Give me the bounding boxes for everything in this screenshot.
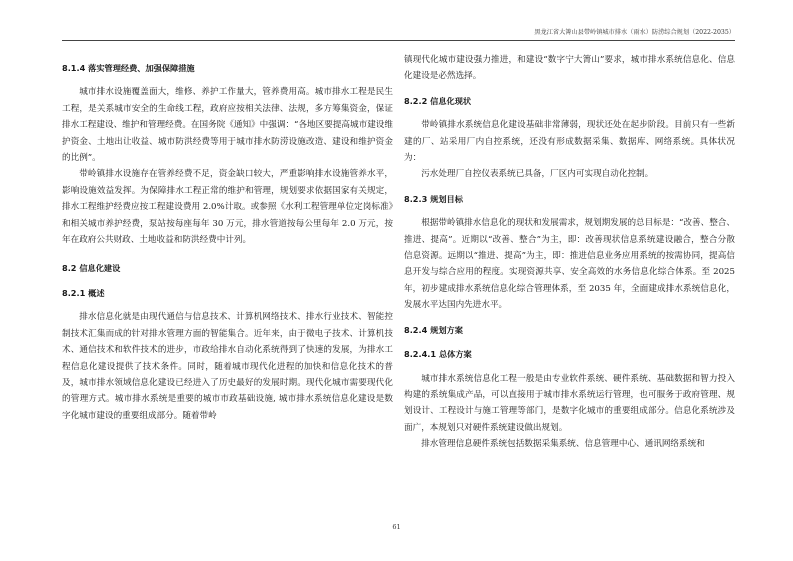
paragraph-goals: 根据带岭镇排水信息化的现状和发展需求，规划期发展的总目标是：“改善、整合、推进、提高”。近期以“改善、整合”为主，即：改善现状信息系统建设融合，整合分散信息资源。远期以“推进、提高”为主，即：推进信息业务应用系统的按需协同，提高信息开发与综合应用的程度。实现资源共享、安全高效的水务信息化综合体系。至 2025 年，初步建成排水系统信息化综合管理体系，至 2035 年，全面建成排水系统信息化，发展水平达国内先进水平。 bbox=[404, 218, 735, 311]
heading-8-2: 8.2 信息化建设 bbox=[62, 263, 121, 274]
heading-8-2-1: 8.2.1 概述 bbox=[62, 287, 105, 298]
paragraph-overview-continued: 镇现代化城市建设强力推进，和建设“数字宁大箐山”要求，城市排水系统信息化、信息化建设是必然选择。 bbox=[404, 55, 735, 82]
header-rule bbox=[62, 40, 735, 41]
paragraph-funding: 城市排水设施覆盖面大，维修、养护工作量大，管养费用高。城市排水工程是民生工程，是关系城市安全的生命线工程，政府应按相关法律、法规，多方筹集资金，保证排水工程建设、维护和管理经费。在国务院《通知》中强调：“各地区要提高城市建设维护资金、土地出让收益、城市防洪经费等用于城市排水防涝设施改造、建设和维护资金的比例”。 bbox=[62, 87, 393, 164]
heading-8-1-4: 8.1.4 落实管理经费、加强保障措施 bbox=[62, 63, 195, 73]
heading-8-2-2: 8.2.2 信息化现状 bbox=[404, 95, 472, 106]
paragraph-maintenance: 带岭镇排水设施存在管养经费不足，资金缺口较大，严重影响排水设施管养水平，影响设施效益发挥。为保障排水工程正常的维护和管理，规划要求依据国家有关规定，排水工程维护经费应按工程建设费用 2.0%计取。或参照《水利工程管理单位定岗标准》和相关城市养护经费，泵站按每座每年 30 万元，排水管道按每公里每年 2.0 万元，按年在政府公共财政、土地收益和防洪经费中计列。 bbox=[62, 169, 393, 246]
paragraph-status: 带岭镇排水系统信息化建设基础非常薄弱，现状还处在起步阶段。目前只有一些新建的厂、站采用厂内自控系统，还没有形成数据采集、数据库、网络系统。具体状况为： bbox=[404, 120, 735, 164]
left-column bbox=[62, 52, 393, 424]
running-header: 黑龙江省大箐山县带岭镇城市排水（雨水）防涝综合规划（2022-2035） bbox=[534, 29, 735, 36]
heading-8-2-4-1: 8.2.4.1 总体方案 bbox=[404, 349, 472, 360]
heading-8-2-3: 8.2.3 规划目标 bbox=[404, 193, 463, 204]
right-column bbox=[404, 52, 735, 453]
paragraph-hardware-system: 排水管理信息硬件系统包括数据采集系统、信息管理中心、通讯网络系统和 bbox=[421, 439, 705, 450]
paragraph-overview: 排水信息化就是由现代通信与信息技术、计算机网络技术、排水行业技术、智能控制技术汇集而成的针对排水管理方面的智能集合。近年来，由于微电子技术、计算机技术、通信技术和软件技术的进步，市政给排水自动化系统得到了快速的发展，为排水工程信息化建设提供了技术条件。同时，随着城市现代化进程的加快和信息化技术的普及，城市排水领域信息化建设已经进入了历史最好的发展时期。现代化城市需要现代化的管理方式。城市排水系统是重要的城市市政基础设施, 城市排水系统信息化建设是数字化城市建设的重要组成部分。随着带岭 bbox=[62, 312, 393, 421]
paragraph-overall-plan: 城市排水系统信息化工程一般是由专业软件系统、硬件系统、基础数据和智力投入构建的系统集成产品，可以直接用于城市排水系统运行管理，也可服务于政府管理、规划设计、工程设计与施工管理等部门，是数字化城市的重要组成部分。信息化系统涉及面广，本规划只对硬件系统建设做出规划。 bbox=[404, 373, 735, 433]
page-number: 61 bbox=[392, 523, 401, 531]
paragraph-wastewater-plant: 污水处理厂自控仪表系统已具备，厂区内可实现自动化控制。 bbox=[421, 169, 654, 180]
heading-8-2-4: 8.2.4 规划方案 bbox=[404, 324, 463, 335]
